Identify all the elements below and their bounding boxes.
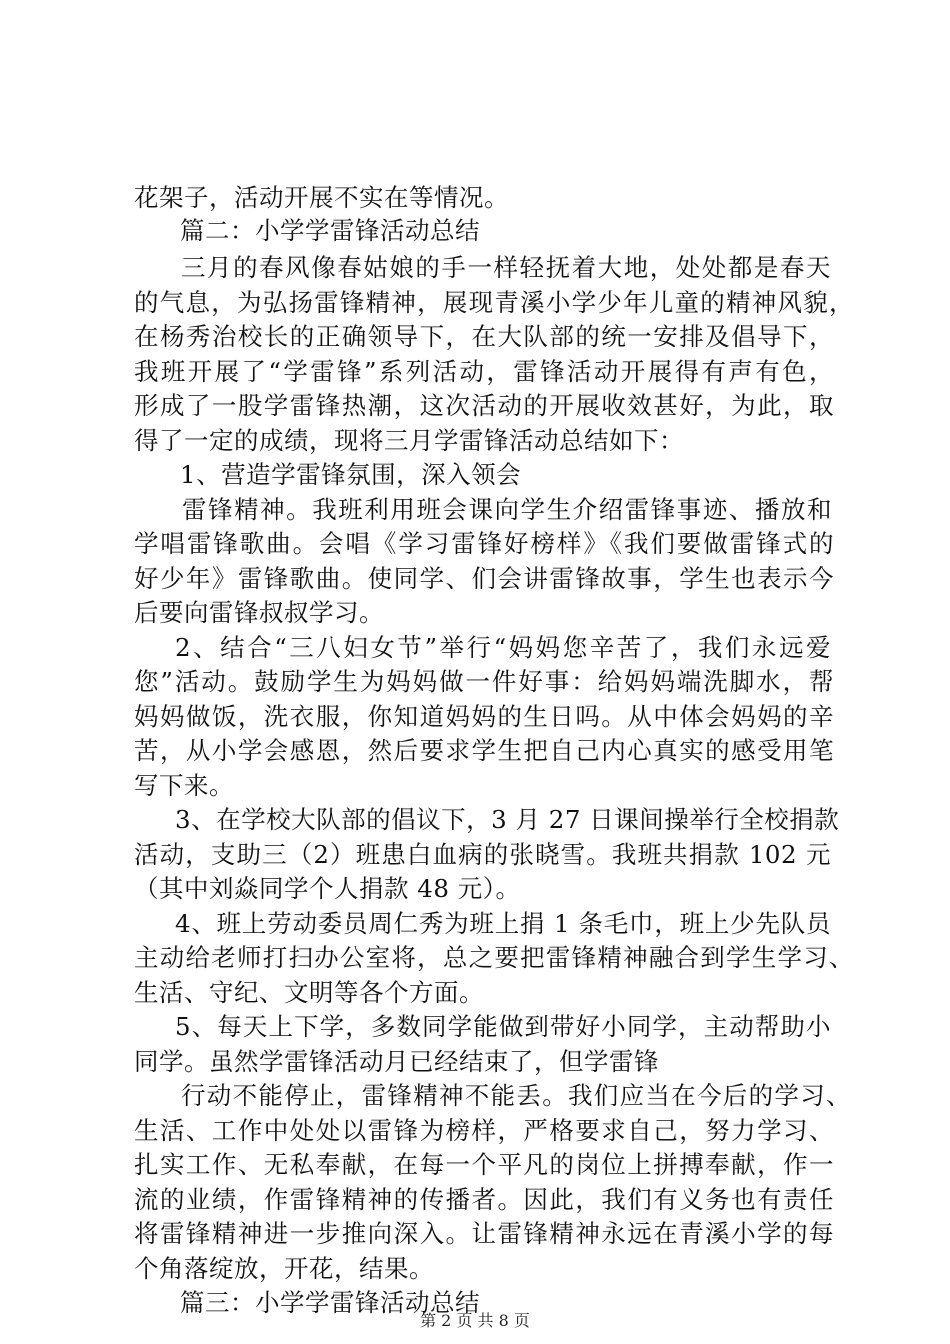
paragraph-line: 将雷锋精神进一步推向深入。让雷锋精神永远在青溪小学的每 xyxy=(134,1219,834,1248)
section-heading: 篇三：小学学雷锋活动总结 xyxy=(180,1288,480,1317)
paragraph-line: 后要向雷锋叔叔学习。 xyxy=(134,598,384,627)
paragraph-line: 扎实工作、无私奉献，在每一个平凡的岗位上拼搏奉献，作一 xyxy=(134,1150,834,1179)
list-item-heading: 1、营造学雷锋氛围，深入领会 xyxy=(180,460,522,489)
paragraph-line: 生活、守纪、文明等各个方面。 xyxy=(134,978,484,1007)
paragraph-line: 2、结合“三八妇女节”举行“妈妈您辛苦了，我们永远爱 xyxy=(175,633,831,662)
paragraph-line: 生活、工作中处处以雷锋为榜样，严格要求自己，努力学习、 xyxy=(134,1116,834,1145)
paragraph-line: 您”活动。鼓励学生为妈妈做一件好事：给妈妈端洗脚水，帮 xyxy=(134,667,834,696)
page-footer: 第 2 页 共 8 页 xyxy=(420,1311,530,1330)
paragraph-line: 个角落绽放，开花，结果。 xyxy=(134,1254,434,1283)
paragraph-line: 好少年》雷锋歌曲。使同学、们会讲雷锋故事，学生也表示今 xyxy=(134,564,834,593)
paragraph-line: 在杨秀治校长的正确领导下，在大队部的统一安排及倡导下， xyxy=(134,322,834,351)
paragraph-line: 学唱雷锋歌曲。会唱《学习雷锋好榜样》《我们要做雷锋式的 xyxy=(134,529,834,558)
paragraph-line: 雷锋精神。我班利用班会课向学生介绍雷锋事迹、播放和 xyxy=(182,495,832,524)
paragraph-line: 三月的春风像春姑娘的手一样轻抚着大地，处处都是春天 xyxy=(181,253,831,282)
paragraph-line: 我班开展了“学雷锋”系列活动，雷锋活动开展得有声有色， xyxy=(134,357,834,386)
paragraph-line: 花架子，活动开展不实在等情况。 xyxy=(134,183,509,212)
paragraph-line: 5、每天上下学，多数同学能做到带好小同学，主动帮助小 xyxy=(175,1012,831,1041)
paragraph-line: 活动，支助三（2）班患白血病的张晓雪。我班共捐款 102 元 xyxy=(134,840,831,869)
paragraph-line: 妈妈做饭，洗衣服，你知道妈妈的生日吗。从中体会妈妈的辛 xyxy=(134,702,834,731)
paragraph-line: （其中刘焱同学个人捐款 48 元）。 xyxy=(134,874,521,903)
paragraph-line: 苦，从小学会感恩，然后要求学生把自己内心真实的感受用笔 xyxy=(134,736,834,765)
paragraph-line: 流的业绩，作雷锋精神的传播者。因此，我们有义务也有责任 xyxy=(134,1185,834,1214)
section-heading: 篇二：小学学雷锋活动总结 xyxy=(180,216,480,245)
paragraph-line: 得了一定的成绩，现将三月学雷锋活动总结如下： xyxy=(134,426,684,455)
paragraph-line: 4、班上劳动委员周仁秀为班上捐 1 条毛巾，班上少先队员 xyxy=(175,909,831,938)
paragraph-line: 3、在学校大队部的倡议下，3 月 27 日课间操举行全校捐款 xyxy=(175,805,840,834)
paragraph-line: 行动不能停止，雷锋精神不能丢。我们应当在今后的学习、 xyxy=(181,1081,851,1110)
paragraph-line: 主动给老师打扫办公室将，总之要把雷锋精神融合到学生学习、 xyxy=(134,943,854,972)
paragraph-line: 形成了一股学雷锋热潮，这次活动的开展收效甚好，为此，取 xyxy=(134,391,834,420)
paragraph-line: 同学。虽然学雷锋活动月已经结束了，但学雷锋 xyxy=(134,1047,659,1076)
paragraph-line: 的气息，为弘扬雷锋精神，展现青溪小学少年儿童的精神风貌， xyxy=(134,288,854,317)
paragraph-line: 写下来。 xyxy=(134,771,234,800)
